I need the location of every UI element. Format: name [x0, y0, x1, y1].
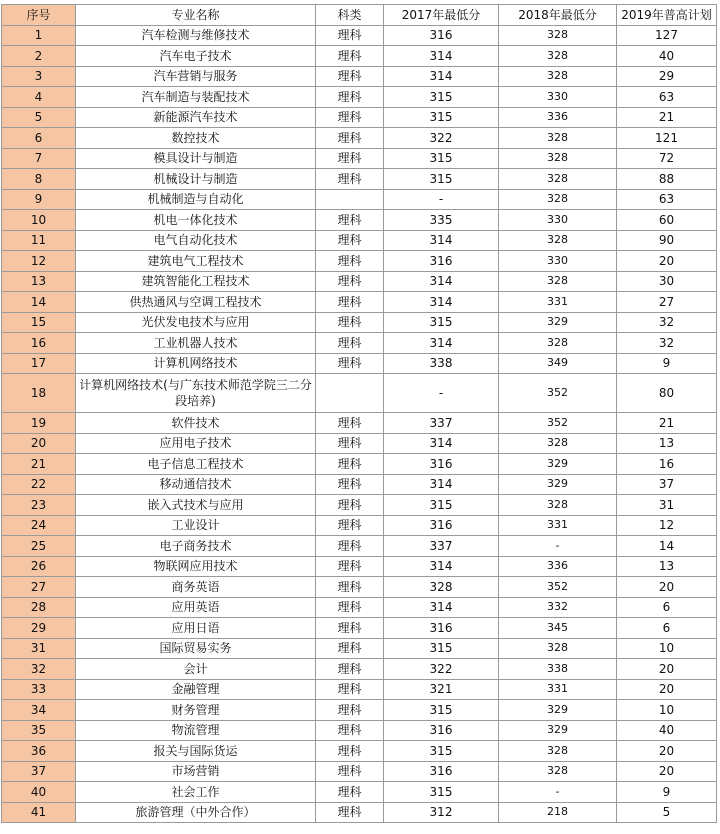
table-row — [2, 618, 717, 639]
row-category: 理科 — [316, 413, 384, 434]
row-score-2017: 314 — [384, 597, 499, 618]
row-seq: 4 — [2, 87, 76, 108]
row-score-2018: 328 — [499, 189, 617, 210]
row-score-2018: 328 — [499, 761, 617, 782]
row-score-2018: 328 — [499, 25, 617, 46]
row-major: 应用电子技术 — [76, 433, 316, 454]
row-plan-2019: 20 — [617, 679, 717, 700]
table-row — [2, 312, 717, 333]
row-category: 理科 — [316, 802, 384, 823]
header-major: 专业名称 — [76, 5, 316, 26]
table-row — [2, 782, 717, 803]
row-category: 理科 — [316, 148, 384, 169]
header-score-2018: 2018年最低分 — [499, 5, 617, 26]
row-score-2018: 352 — [499, 577, 617, 598]
row-score-2018: 330 — [499, 210, 617, 231]
table-row — [2, 271, 717, 292]
row-major: 财务管理 — [76, 700, 316, 721]
row-score-2017: 314 — [384, 230, 499, 251]
row-score-2018: 328 — [499, 741, 617, 762]
row-score-2017: 315 — [384, 700, 499, 721]
row-category: 理科 — [316, 515, 384, 536]
table-row — [2, 128, 717, 149]
row-major: 建筑电气工程技术 — [76, 251, 316, 272]
row-seq: 12 — [2, 251, 76, 272]
row-major: 金融管理 — [76, 679, 316, 700]
row-score-2018: 328 — [499, 333, 617, 354]
row-score-2018: 352 — [499, 374, 617, 413]
row-major: 供热通风与空调工程技术 — [76, 292, 316, 313]
row-score-2018: 349 — [499, 353, 617, 374]
row-score-2017: 315 — [384, 148, 499, 169]
row-major: 报关与国际货运 — [76, 741, 316, 762]
row-score-2018: 329 — [499, 700, 617, 721]
row-score-2017: 314 — [384, 474, 499, 495]
row-category: 理科 — [316, 495, 384, 516]
row-score-2017: 316 — [384, 720, 499, 741]
row-seq: 8 — [2, 169, 76, 190]
table-row — [2, 761, 717, 782]
table-row — [2, 292, 717, 313]
row-score-2017: - — [384, 189, 499, 210]
row-score-2017: 314 — [384, 556, 499, 577]
row-score-2017: 315 — [384, 87, 499, 108]
row-major: 数控技术 — [76, 128, 316, 149]
row-score-2018: 328 — [499, 66, 617, 87]
row-major: 软件技术 — [76, 413, 316, 434]
table-row — [2, 353, 717, 374]
row-seq: 5 — [2, 107, 76, 128]
row-major: 光伏发电技术与应用 — [76, 312, 316, 333]
row-score-2017: 314 — [384, 46, 499, 67]
header-row — [2, 5, 717, 26]
table-row — [2, 413, 717, 434]
row-category: 理科 — [316, 210, 384, 231]
row-score-2018: 329 — [499, 720, 617, 741]
row-major: 模具设计与制造 — [76, 148, 316, 169]
row-major: 建筑智能化工程技术 — [76, 271, 316, 292]
row-seq: 40 — [2, 782, 76, 803]
row-plan-2019: 31 — [617, 495, 717, 516]
row-category: 理科 — [316, 107, 384, 128]
row-seq: 15 — [2, 312, 76, 333]
row-plan-2019: 9 — [617, 782, 717, 803]
row-score-2017: 337 — [384, 413, 499, 434]
row-seq: 18 — [2, 374, 76, 413]
row-seq: 32 — [2, 659, 76, 680]
row-plan-2019: 72 — [617, 148, 717, 169]
row-category: 理科 — [316, 66, 384, 87]
row-plan-2019: 12 — [617, 515, 717, 536]
row-score-2017: 315 — [384, 782, 499, 803]
table-row — [2, 25, 717, 46]
row-plan-2019: 90 — [617, 230, 717, 251]
row-score-2017: 337 — [384, 536, 499, 557]
row-score-2017: 316 — [384, 761, 499, 782]
row-seq: 2 — [2, 46, 76, 67]
table-body — [2, 25, 717, 823]
row-seq: 26 — [2, 556, 76, 577]
row-major: 应用日语 — [76, 618, 316, 639]
row-major: 机械设计与制造 — [76, 169, 316, 190]
row-category: 理科 — [316, 251, 384, 272]
row-seq: 3 — [2, 66, 76, 87]
row-major: 电气自动化技术 — [76, 230, 316, 251]
table-row — [2, 46, 717, 67]
row-seq: 35 — [2, 720, 76, 741]
row-score-2017: 328 — [384, 577, 499, 598]
row-score-2018: 218 — [499, 802, 617, 823]
row-plan-2019: 13 — [617, 556, 717, 577]
row-seq: 36 — [2, 741, 76, 762]
row-major: 物联网应用技术 — [76, 556, 316, 577]
row-score-2017: 315 — [384, 169, 499, 190]
row-category — [316, 374, 384, 413]
row-score-2018: 328 — [499, 433, 617, 454]
row-seq: 16 — [2, 333, 76, 354]
row-seq: 20 — [2, 433, 76, 454]
row-score-2018: 330 — [499, 251, 617, 272]
row-score-2017: 321 — [384, 679, 499, 700]
table-row — [2, 148, 717, 169]
row-seq: 9 — [2, 189, 76, 210]
row-score-2018: - — [499, 782, 617, 803]
row-seq: 19 — [2, 413, 76, 434]
row-score-2017: 316 — [384, 25, 499, 46]
row-category: 理科 — [316, 230, 384, 251]
row-major: 汽车制造与装配技术 — [76, 87, 316, 108]
row-plan-2019: 21 — [617, 107, 717, 128]
row-seq: 24 — [2, 515, 76, 536]
table-row — [2, 107, 717, 128]
row-seq: 31 — [2, 638, 76, 659]
row-major: 汽车营销与服务 — [76, 66, 316, 87]
row-score-2017: 314 — [384, 433, 499, 454]
row-plan-2019: 21 — [617, 413, 717, 434]
row-score-2018: 328 — [499, 148, 617, 169]
header-category: 科类 — [316, 5, 384, 26]
row-category: 理科 — [316, 292, 384, 313]
row-plan-2019: 63 — [617, 189, 717, 210]
row-plan-2019: 10 — [617, 638, 717, 659]
row-seq: 25 — [2, 536, 76, 557]
row-score-2017: 322 — [384, 659, 499, 680]
row-major: 社会工作 — [76, 782, 316, 803]
table-row — [2, 333, 717, 354]
row-score-2017: 312 — [384, 802, 499, 823]
row-seq: 21 — [2, 454, 76, 475]
row-plan-2019: 88 — [617, 169, 717, 190]
row-score-2017: 316 — [384, 515, 499, 536]
row-score-2018: 328 — [499, 271, 617, 292]
row-category: 理科 — [316, 536, 384, 557]
row-plan-2019: 32 — [617, 333, 717, 354]
table-row — [2, 230, 717, 251]
row-category: 理科 — [316, 679, 384, 700]
row-seq: 23 — [2, 495, 76, 516]
row-major: 计算机网络技术 — [76, 353, 316, 374]
row-category: 理科 — [316, 597, 384, 618]
row-plan-2019: 32 — [617, 312, 717, 333]
row-major: 机械制造与自动化 — [76, 189, 316, 210]
row-score-2018: 331 — [499, 679, 617, 700]
row-score-2017: 316 — [384, 251, 499, 272]
table-row — [2, 659, 717, 680]
row-category: 理科 — [316, 454, 384, 475]
row-score-2017: 315 — [384, 312, 499, 333]
table-row — [2, 87, 717, 108]
row-score-2017: 314 — [384, 271, 499, 292]
row-category: 理科 — [316, 46, 384, 67]
row-plan-2019: 9 — [617, 353, 717, 374]
row-seq: 37 — [2, 761, 76, 782]
row-major: 电子信息工程技术 — [76, 454, 316, 475]
row-score-2018: 328 — [499, 638, 617, 659]
row-major: 汽车电子技术 — [76, 46, 316, 67]
row-plan-2019: 40 — [617, 46, 717, 67]
row-seq: 22 — [2, 474, 76, 495]
row-seq: 7 — [2, 148, 76, 169]
table-row — [2, 210, 717, 231]
table-row — [2, 679, 717, 700]
row-category: 理科 — [316, 700, 384, 721]
row-category: 理科 — [316, 312, 384, 333]
row-seq: 11 — [2, 230, 76, 251]
table-row — [2, 169, 717, 190]
row-plan-2019: 127 — [617, 25, 717, 46]
row-major: 电子商务技术 — [76, 536, 316, 557]
row-category: 理科 — [316, 761, 384, 782]
row-score-2017: 315 — [384, 638, 499, 659]
row-score-2018: 328 — [499, 46, 617, 67]
row-seq: 14 — [2, 292, 76, 313]
table-row — [2, 720, 717, 741]
row-plan-2019: 5 — [617, 802, 717, 823]
row-score-2017: 314 — [384, 66, 499, 87]
row-major: 汽车检测与维修技术 — [76, 25, 316, 46]
row-score-2017: 315 — [384, 107, 499, 128]
table-row — [2, 700, 717, 721]
row-score-2017: 335 — [384, 210, 499, 231]
row-major: 工业机器人技术 — [76, 333, 316, 354]
row-plan-2019: 63 — [617, 87, 717, 108]
row-score-2018: 331 — [499, 292, 617, 313]
row-category: 理科 — [316, 169, 384, 190]
table-row — [2, 374, 717, 413]
row-score-2017: 315 — [384, 741, 499, 762]
row-seq: 17 — [2, 353, 76, 374]
row-category: 理科 — [316, 782, 384, 803]
row-score-2017: 314 — [384, 333, 499, 354]
admission-score-table — [1, 4, 717, 823]
row-seq: 28 — [2, 597, 76, 618]
row-seq: 10 — [2, 210, 76, 231]
row-seq: 29 — [2, 618, 76, 639]
row-plan-2019: 10 — [617, 700, 717, 721]
row-plan-2019: 6 — [617, 618, 717, 639]
header-plan-2019: 2019年普高计划 — [617, 5, 717, 26]
table-row — [2, 536, 717, 557]
row-score-2018: 352 — [499, 413, 617, 434]
row-plan-2019: 20 — [617, 741, 717, 762]
row-category: 理科 — [316, 741, 384, 762]
row-plan-2019: 20 — [617, 761, 717, 782]
table-row — [2, 597, 717, 618]
row-category: 理科 — [316, 271, 384, 292]
row-category: 理科 — [316, 353, 384, 374]
row-score-2018: 345 — [499, 618, 617, 639]
row-plan-2019: 27 — [617, 292, 717, 313]
row-plan-2019: 29 — [617, 66, 717, 87]
row-score-2018: 328 — [499, 495, 617, 516]
row-major: 嵌入式技术与应用 — [76, 495, 316, 516]
row-major: 国际贸易实务 — [76, 638, 316, 659]
row-plan-2019: 20 — [617, 659, 717, 680]
table-row — [2, 556, 717, 577]
row-score-2017: 316 — [384, 618, 499, 639]
row-score-2018: 329 — [499, 312, 617, 333]
row-score-2018: 330 — [499, 87, 617, 108]
row-score-2018: 332 — [499, 597, 617, 618]
table-row — [2, 638, 717, 659]
table-row — [2, 495, 717, 516]
row-major: 应用英语 — [76, 597, 316, 618]
row-plan-2019: 40 — [617, 720, 717, 741]
header-score-2017: 2017年最低分 — [384, 5, 499, 26]
row-score-2018: 329 — [499, 454, 617, 475]
table-row — [2, 515, 717, 536]
row-category — [316, 189, 384, 210]
row-category: 理科 — [316, 87, 384, 108]
table-row — [2, 66, 717, 87]
row-score-2017: - — [384, 374, 499, 413]
table-row — [2, 251, 717, 272]
row-category: 理科 — [316, 659, 384, 680]
row-plan-2019: 6 — [617, 597, 717, 618]
row-plan-2019: 121 — [617, 128, 717, 149]
table-row — [2, 454, 717, 475]
row-plan-2019: 80 — [617, 374, 717, 413]
row-score-2017: 316 — [384, 454, 499, 475]
row-category: 理科 — [316, 618, 384, 639]
row-category: 理科 — [316, 638, 384, 659]
row-score-2018: 336 — [499, 556, 617, 577]
row-seq: 6 — [2, 128, 76, 149]
table-row — [2, 577, 717, 598]
row-score-2018: 329 — [499, 474, 617, 495]
row-seq: 27 — [2, 577, 76, 598]
row-score-2018: 328 — [499, 169, 617, 190]
row-major: 商务英语 — [76, 577, 316, 598]
row-major: 工业设计 — [76, 515, 316, 536]
row-score-2018: 328 — [499, 128, 617, 149]
row-seq: 41 — [2, 802, 76, 823]
row-major: 新能源汽车技术 — [76, 107, 316, 128]
row-score-2018: 328 — [499, 230, 617, 251]
row-plan-2019: 30 — [617, 271, 717, 292]
row-major: 移动通信技术 — [76, 474, 316, 495]
header-seq: 序号 — [2, 5, 76, 26]
table-row — [2, 802, 717, 823]
row-score-2018: 331 — [499, 515, 617, 536]
row-plan-2019: 16 — [617, 454, 717, 475]
row-plan-2019: 20 — [617, 577, 717, 598]
row-score-2017: 315 — [384, 495, 499, 516]
row-category: 理科 — [316, 474, 384, 495]
row-plan-2019: 13 — [617, 433, 717, 454]
row-score-2017: 338 — [384, 353, 499, 374]
row-score-2018: - — [499, 536, 617, 557]
row-category: 理科 — [316, 577, 384, 598]
row-major: 计算机网络技术(与广东技术师范学院三二分段培养) — [76, 374, 316, 413]
row-plan-2019: 20 — [617, 251, 717, 272]
row-category: 理科 — [316, 25, 384, 46]
row-plan-2019: 60 — [617, 210, 717, 231]
row-major: 机电一体化技术 — [76, 210, 316, 231]
row-score-2018: 338 — [499, 659, 617, 680]
row-seq: 1 — [2, 25, 76, 46]
row-category: 理科 — [316, 128, 384, 149]
row-category: 理科 — [316, 333, 384, 354]
row-major: 市场营销 — [76, 761, 316, 782]
row-category: 理科 — [316, 720, 384, 741]
table-row — [2, 189, 717, 210]
row-score-2017: 314 — [384, 292, 499, 313]
row-major: 旅游管理（中外合作） — [76, 802, 316, 823]
row-score-2017: 322 — [384, 128, 499, 149]
row-seq: 34 — [2, 700, 76, 721]
row-category: 理科 — [316, 433, 384, 454]
table-row — [2, 474, 717, 495]
row-major: 物流管理 — [76, 720, 316, 741]
table-row — [2, 433, 717, 454]
row-plan-2019: 14 — [617, 536, 717, 557]
row-seq: 33 — [2, 679, 76, 700]
row-category: 理科 — [316, 556, 384, 577]
table-row — [2, 741, 717, 762]
row-score-2018: 336 — [499, 107, 617, 128]
row-seq: 13 — [2, 271, 76, 292]
row-major: 会计 — [76, 659, 316, 680]
row-plan-2019: 37 — [617, 474, 717, 495]
